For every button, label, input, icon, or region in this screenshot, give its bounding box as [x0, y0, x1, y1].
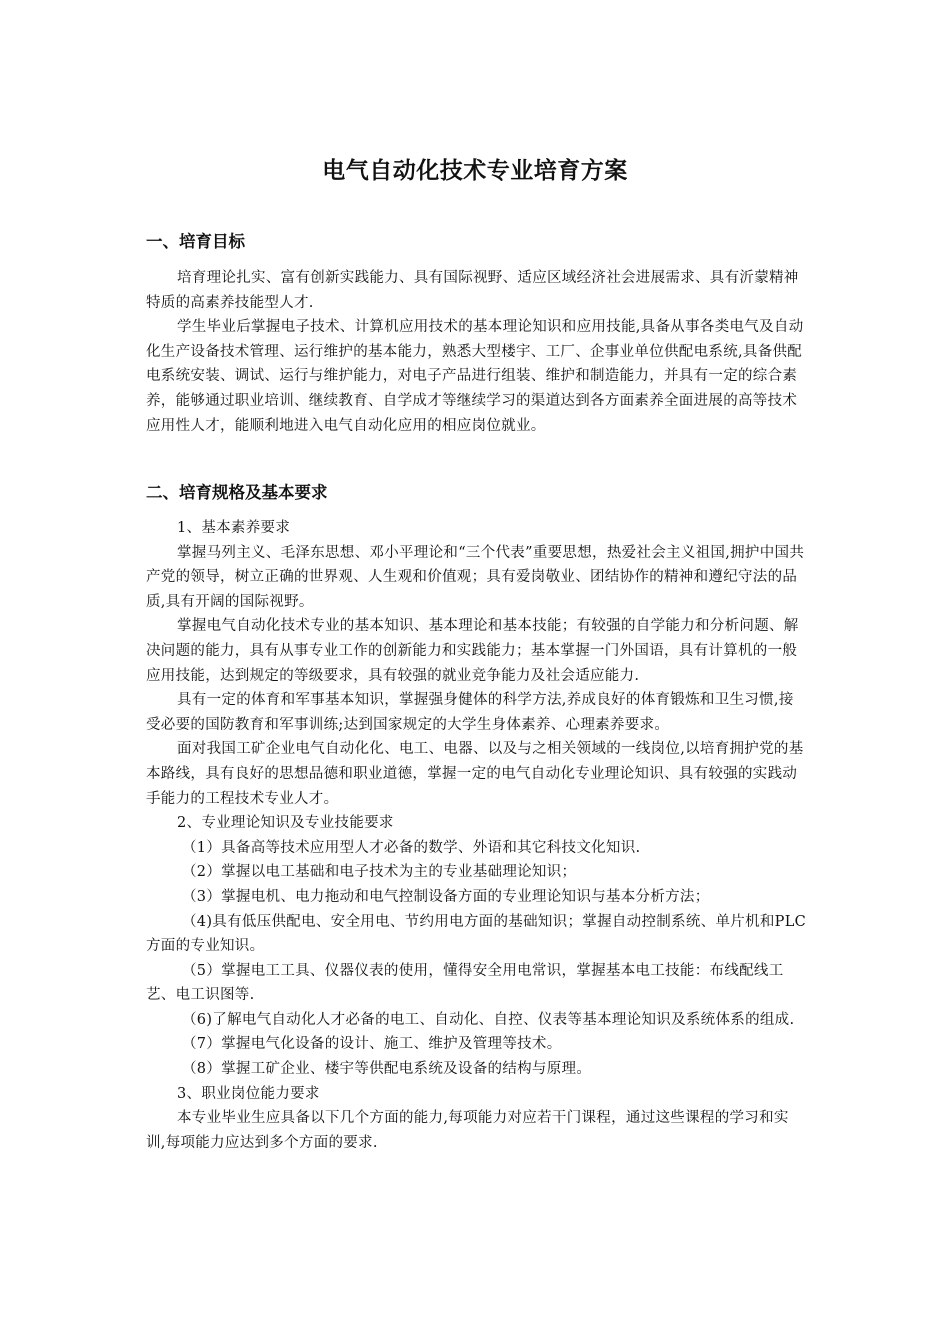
- list-item: （8）掌握工矿企业、楼宇等供配电系统及设备的结构与原理。: [182, 1061, 592, 1078]
- section-heading-requirements: 二、培育规格及基本要求: [146, 483, 328, 502]
- paragraph: 学生毕业后掌握电子技术、计算机应用技术的基本理论知识和应用技能,具备从事各类电气及自动化生产设备技术管理、运行维护的基本能力，熟悉大型楼宇、工厂、企事业单位供配电系统,具备供配电系统安装、调试、运行与维护能力，对电子产品进行组装、维护和制造能力，并具有一定的综合素养，能够通过职业培训、继续教育、自学成才等继续学习的渠道达到各方面素养全面进展的高等技术应用性人才，能顺利地进入电气自动化应用的相应岗位就业。: [146, 319, 804, 434]
- list-item: （4)具有低压供配电、安全用电、节约用电方面的基础知识；掌握自动控制系统、单片机和PLC方面的专业知识。: [146, 913, 807, 955]
- paragraph: 本专业毕业生应具备以下几个方面的能力,每项能力对应若干门课程，通过这些课程的学习和实训,每项能力应达到多个方面的要求.: [146, 1110, 789, 1151]
- paragraph: 培育理论扎实、富有创新实践能力、具有国际视野、适应区域经济社会进展需求、具有沂蒙精神特质的高素养技能型人才.: [146, 270, 799, 311]
- subheading: 1、基本素养要求: [177, 520, 291, 536]
- paragraph: 掌握马列主义、毛泽东思想、邓小平理论和“三个代表”重要思想，热爱社会主义祖国,拥护中国共产党的领导，树立正确的世界观、人生观和价值观；具有爱岗敬业、团结协作的精神和遵纪守法的品质,具有开阔的国际视野。: [146, 544, 805, 610]
- list-item: （7）掌握电气化设备的设计、施工、维护及管理等技术。: [182, 1036, 562, 1053]
- list-item: （1）具备高等技术应用型人才必备的数学、外语和其它科技文化知识.: [182, 839, 641, 856]
- subheading: 2、专业理论知识及专业技能要求: [177, 815, 394, 832]
- paragraph: 面对我国工矿企业电气自动化化、电工、电器、以及与之相关领域的一线岗位,以培育拥护党的基本路线，具有良好的思想品德和职业道德，掌握一定的电气自动化专业理论知识、具有较强的实践动手能力的工程技术专业人才。: [146, 741, 804, 807]
- section-goals-body: [146, 266, 808, 438]
- list-item: （5）掌握电工工具、仪器仪表的使用，懂得安全用电常识，掌握基本电工技能：布线配线工艺、电工识图等.: [146, 962, 784, 1004]
- paragraph: 掌握电气自动化技术专业的基本知识、基本理论和基本技能；有较强的自学能力和分析问题、解决问题的能力，具有从事专业工作的创新能力和实践能力；基本掌握一门外国语，具有计算机的一般应用技能，达到规定的等级要求，具有较强的就业竞争能力及社会适应能力.: [146, 618, 799, 684]
- section-heading-goals: 一、培育目标: [146, 232, 245, 251]
- section-requirements-body: [146, 516, 808, 1155]
- document-title: 电气自动化技术专业培育方案: [322, 158, 628, 184]
- list-item: （3）掌握电机、电力拖动和电气控制设备方面的专业理论知识与基本分析方法；: [182, 888, 710, 905]
- list-item: （6)了解电气自动化人才必备的电工、自动化、自控、仪表等基本理论知识及系统体系的组成.: [182, 1011, 795, 1028]
- list-item: （2）掌握以电工基础和电子技术为主的专业基础理论知识；: [182, 864, 577, 881]
- subheading: 3、职业岗位能力要求: [177, 1085, 320, 1102]
- paragraph: 具有一定的体育和军事基本知识，掌握强身健体的科学方法,养成良好的体育锻炼和卫生习惯,接受必要的国防教育和军事训练;达到国家规定的大学生身体素养、心理素养要求。: [146, 692, 794, 733]
